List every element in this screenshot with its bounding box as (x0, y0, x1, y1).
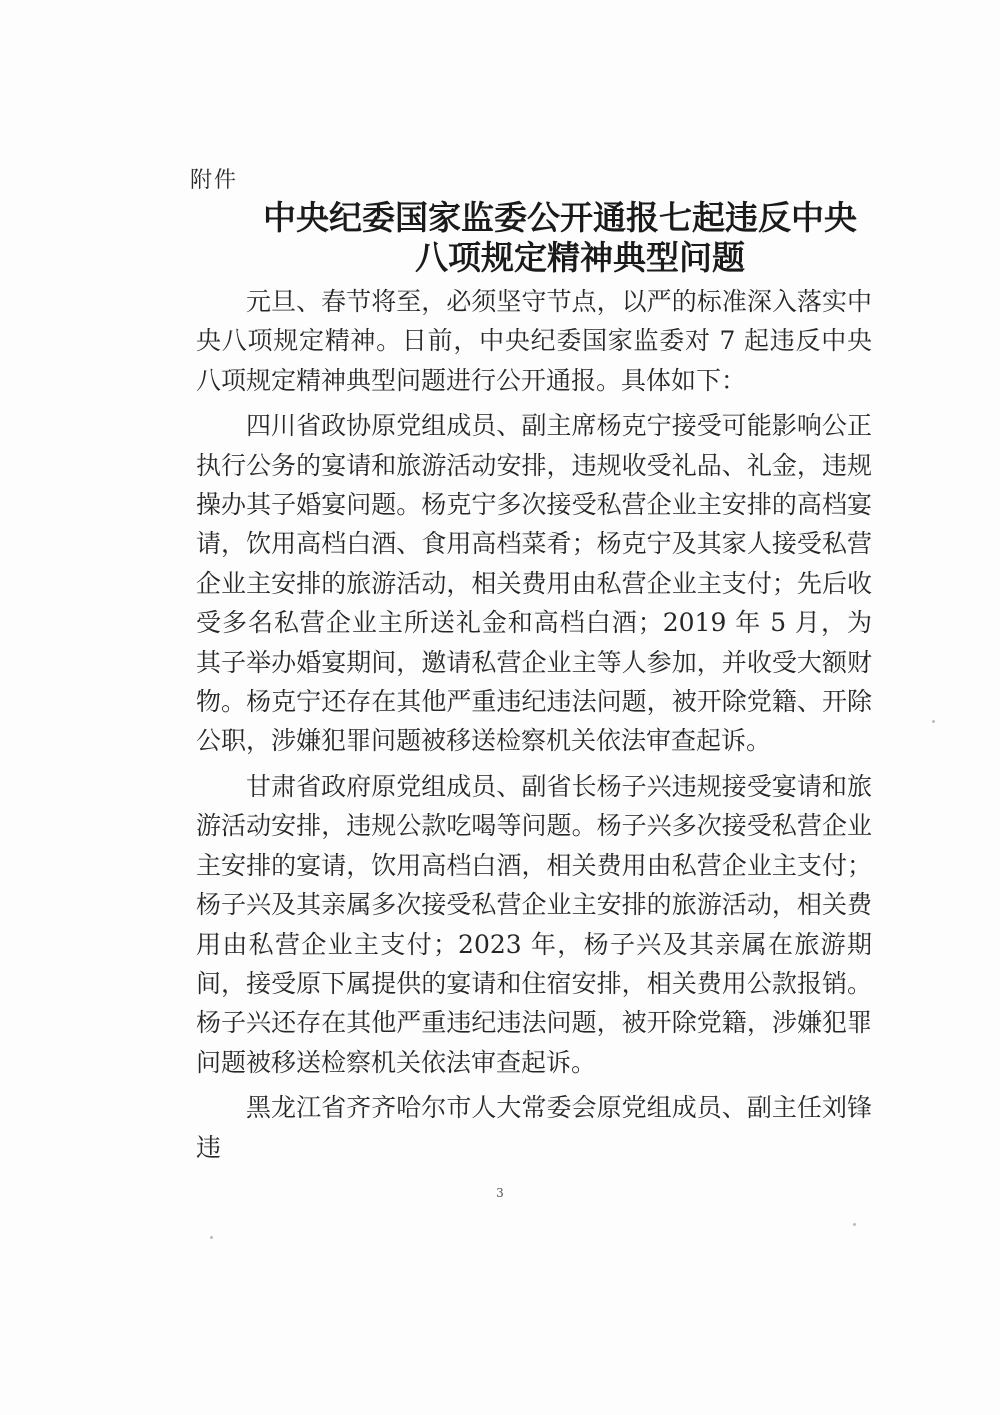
title-line-2: 八项规定精神典型问题 (415, 238, 745, 277)
paragraph-case-2: 甘肃省政府原党组成员、副省长杨子兴违规接受宴请和旅游活动安排，违规公款吃喝等问题。杨子兴多次接受私营企业主安排的宴请，饮用高档白酒，相关费用由私营企业主支付；杨子兴及其亲属多次接受私营企业主安排的旅游活动，相关费用由私营企业主支付；2023 年，杨子兴及其亲属在旅游期间，接受原下属提供的宴请和住宿安排，相关费用公款报销。杨子兴还存在其他严重违纪违法问题，被开除党籍，涉嫌犯罪问题被移送检察机关依法审查起诉。 (196, 771, 872, 1077)
title-line-1: 中央纪委国家监委公开通报七起违反中央 (263, 198, 857, 237)
document-body (196, 282, 872, 1167)
scan-speck (853, 1223, 856, 1226)
paragraph-case-1: 四川省政协原党组成员、副主席杨克宁接受可能影响公正执行公务的宴请和旅游活动安排，违规收受礼品、礼金，违规操办其子婚宴问题。杨克宁多次接受私营企业主安排的高档宴请，饮用高档白酒、食用高档菜肴；杨克宁及其家人接受私营企业主安排的旅游活动，相关费用由私营企业主支付；先后收受多名私营企业主所送礼金和高档白酒；2019 年 5 月，为其子举办婚宴期间，邀请私营企业主等人参加，并收受大额财物。杨克宁还存在其他严重违纪违法问题，被开除党籍、开除公职，涉嫌犯罪问题被移送检察机关依法审查起诉。 (196, 411, 872, 756)
attachment-label: 附件 (190, 168, 239, 193)
scan-speck (210, 1236, 213, 1239)
paragraph-intro: 元旦、春节将至，必须坚守节点，以严的标准深入落实中央八项规定精神。日前，中央纪委国家监委对 7 起违反中央八项规定精神典型问题进行公开通报。具体如下： (196, 287, 872, 395)
paragraph-case-3: 黑龙江省齐齐哈尔市人大常委会原党组成员、副主任刘锋违 (196, 1093, 872, 1162)
scan-speck (932, 720, 935, 723)
page-number: 3 (496, 1186, 504, 1200)
document-title (150, 198, 970, 278)
